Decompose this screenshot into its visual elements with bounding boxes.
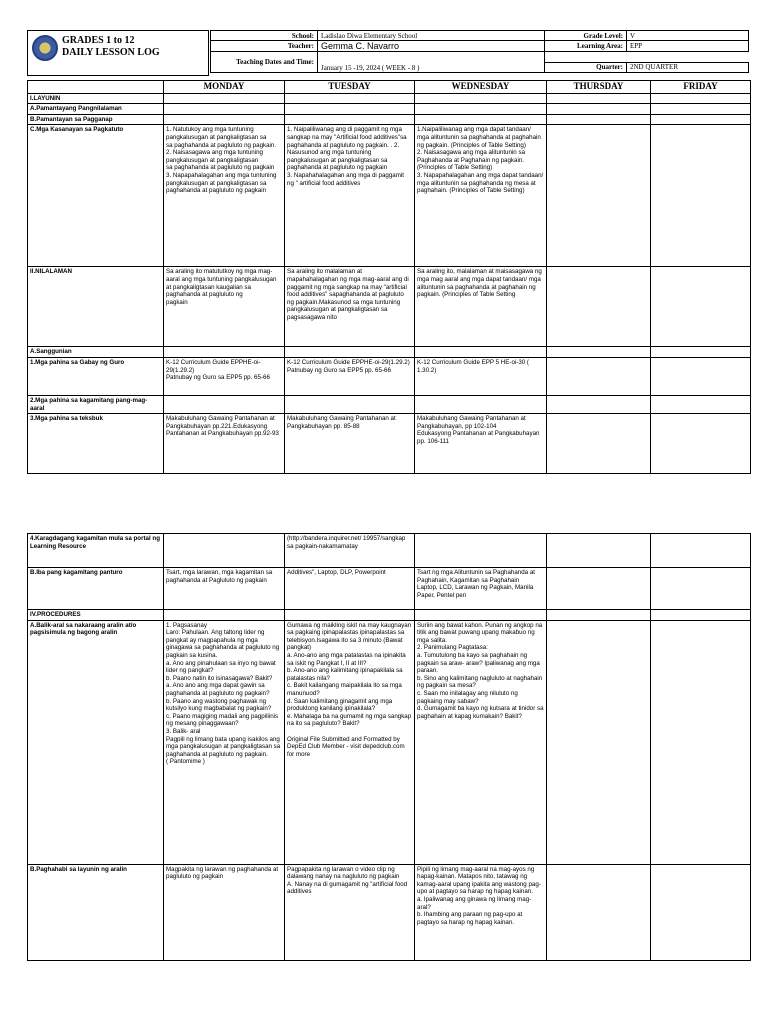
- day-cell: [547, 267, 651, 347]
- table-row: [28, 357, 751, 395]
- day-cell: [547, 125, 651, 267]
- day-header: MONDAY: [164, 81, 285, 94]
- day-cell: [164, 395, 285, 413]
- day-cell: [164, 534, 285, 568]
- day-cell: [547, 610, 651, 621]
- day-cell: [547, 93, 651, 104]
- day-cell: K-12 Curriculum Guide EPP 5 HE-oi-30 ( 1.30.2): [415, 357, 547, 395]
- table-row: [28, 568, 751, 610]
- row-label: 1.Mga pahina sa Gabay ng Guro: [28, 357, 164, 395]
- row-label: I.LAYUNIN: [28, 93, 164, 104]
- lesson-table-part2: [27, 533, 751, 961]
- day-cell: [415, 534, 547, 568]
- grade-label: Grade Level:: [545, 31, 627, 41]
- day-cell: [415, 114, 547, 125]
- day-cell: [651, 864, 751, 960]
- day-cell: [651, 93, 751, 104]
- day-cell: [164, 114, 285, 125]
- day-cell: [547, 864, 651, 960]
- header-title: [62, 35, 160, 59]
- header-info-table: [210, 30, 749, 73]
- deped-seal-icon: [32, 35, 58, 61]
- area-label: Learning Area:: [545, 41, 627, 52]
- day-cell: [547, 414, 651, 474]
- day-cell: [651, 114, 751, 125]
- day-cell: [651, 568, 751, 610]
- table-row: [28, 620, 751, 864]
- day-cell: [164, 104, 285, 115]
- area-value: EPP: [627, 41, 749, 52]
- row-label: B.Pamantayan sa Pagganap: [28, 114, 164, 125]
- school-value: Ladislao Diwa Elementary School: [318, 31, 545, 41]
- day-cell: [651, 610, 751, 621]
- teacher-label: Teacher:: [211, 41, 318, 52]
- day-header: THURSDAY: [547, 81, 651, 94]
- day-cell: [651, 267, 751, 347]
- day-cell: [651, 414, 751, 474]
- day-cell: [285, 104, 415, 115]
- day-cell: 1.Naipaliliwanag ang mga dapat tandaan/ mga alituntunin sa paghahanda at paghahain ng pagkain. (Principles of Table Setting) 2. Naisasagawa ang mga alituntunin sa Paghahanda at Paghahain ng pagkain. (Principles of Table Setting) 3. Napapahalagahan ang mga dapat tandaan/ mga alituntunin sa paghahanda ng mesa at paghahain. (Principles of Table Setting): [415, 125, 547, 267]
- grade-value: V: [627, 31, 749, 41]
- day-cell: Magpakita ng larawan ng paghahanda at pagluluto ng pagkain: [164, 864, 285, 960]
- day-cell: Pagpapakita ng larawan o video clip ng dalawang nanay na nagluluto ng pagkain A. Nanay na di gumagamit ng "artificial food additives: [285, 864, 415, 960]
- row-label: C.Mga Kasanayan sa Pagkatuto: [28, 125, 164, 267]
- row-label: 4.Karagdagang kagamitan mula sa portal ng Learning Resource: [28, 534, 164, 568]
- header-logo-box: [27, 30, 209, 76]
- day-header: TUESDAY: [285, 81, 415, 94]
- day-cell: 1. Pagsasanay Laro: Pahulaan. Ang taltong lider ng pangkat ay magpapahula ng mga ginagawa sa paghahanda at pagluluto ng pagkain sa kusina. a. Ano ang pinahulaan sa inyo ng bawat lider ng pangkat? b. Paano natin ito isinasagawa? Bakit? a. Ano ano ang mga dapat gawin sa paghahanda at pagluluto ng pagkain? b. Paano ang wastong paghawak ng kutsilyo kung magbabalat ng pagkain? c. Paano magiging madali ang pagpiliinis ng mesang pinaggawaan? 3. Balik- aral Pagpili ng limang bata upang isakilos ang mga pangkalusugan at pangkaligtasan sa paghahanda at pagluluto ng pagkain. ( Pantomime ): [164, 620, 285, 864]
- day-header: WEDNESDAY: [415, 81, 547, 94]
- day-cell: [651, 395, 751, 413]
- table-row: [28, 864, 751, 960]
- table-row: [28, 267, 751, 347]
- day-cell: K-12 Curriculum Guide EPPHE-oi-29(1.29.2) Patnubay ng Guro sa EPP5 pp. 65-66: [164, 357, 285, 395]
- day-cell: Makabuluhang Gawaing Pantahanan at Pangkabuhayan pp.221.Edukasyong Pantahanan at Pangkabuhayan pp.92-93: [164, 414, 285, 474]
- row-label: B.Paghahabi sa layunin ng aralin: [28, 864, 164, 960]
- lesson-table-part1: [27, 80, 751, 474]
- row-label: 2.Mga pahina sa kagamitang pang-mag-aaral: [28, 395, 164, 413]
- row-label: A.Pamantayang Pangnilalaman: [28, 104, 164, 115]
- row-label: 3.Mga pahina sa teksbuk: [28, 414, 164, 474]
- table-row: [28, 347, 751, 358]
- quarter-label: Quarter:: [545, 62, 627, 73]
- table-row: [28, 125, 751, 267]
- day-cell: [651, 347, 751, 358]
- day-cell: [285, 610, 415, 621]
- row-label: II.NILALAMAN: [28, 267, 164, 347]
- day-cell: [651, 620, 751, 864]
- dates-value: January 15 -19, 2024 ( WEEK - 8 ): [318, 52, 545, 73]
- header-title-line1: GRADES 1 to 12: [62, 35, 135, 46]
- day-cell: 1. Natutukoy ang mga tuntuning pangkalusugan at pangkaligtasan sa sa paghahanda at pagluluto ng pagkain. 2. Naisasagawa ang mga tuntuning pangkalusugan at pangkaligtasan sa paghahanda at pagluluto ng pagkain 3. Napapahalagahan ang mga tuntuning pangkalusugan at pangkaligtasan sa paghahanda at pagluluto ng pagkain: [164, 125, 285, 267]
- day-cell: Sa araling ito, malalaman at maisasagawa ng mga mag aaral ang mga dapat tandaan/ mga alituntunin sa paghahanda at paghahain ng pagkain. (Principles of Table Setting: [415, 267, 547, 347]
- table-row: [28, 104, 751, 115]
- day-cell: [651, 357, 751, 395]
- day-cell: [547, 534, 651, 568]
- day-cell: Tsart, mga larawan, mga kagamitan sa paghahanda at Pagluluto ng pagkain: [164, 568, 285, 610]
- day-cell: [285, 395, 415, 413]
- day-cell: K-12 Curriculum Guide EPPHE-oi-29(1.29.2) Patnubay ng Guro sa EPP5 pp. 65-66: [285, 357, 415, 395]
- day-cell: Pipili ng limang mag-aaral na mag-ayos ng hapag-kainan. Matapos nito, tatawag ng kamag-aaral upang ipakita ang wastong pag- upo at pagtayo sa harap ng hapag kainan. a. Ipaliwanag ang ginawa ng limang mag-aral? b. Ihambing ang paraan ng pag-upo at pagtayo sa harap ng hapag kainan.: [415, 864, 547, 960]
- day-cell: Additives", Laptop, DLP, Powerpoint: [285, 568, 415, 610]
- dates-label: Teaching Dates and Time:: [211, 52, 318, 73]
- day-cell: [415, 93, 547, 104]
- day-cell: [547, 568, 651, 610]
- quarter-value: 2ND QUARTER: [627, 62, 749, 73]
- row-label: B.Iba pang kagamitang panturo: [28, 568, 164, 610]
- day-cell: [547, 395, 651, 413]
- school-label: School:: [211, 31, 318, 41]
- day-cell: [164, 610, 285, 621]
- day-cell: [415, 347, 547, 358]
- row-label: A.Balik-aral sa nakaraang aralin at/o pagsisimula ng bagong aralin: [28, 620, 164, 864]
- table-row: [28, 534, 751, 568]
- day-cell: Sa araling ito malalaman at mapahahalagahan ng mga mag-aaral ang di paggamit ng mga sangkap na may "artificial food additives" sapaghahanda at pagluluto ng pagkain.Makasunod sa mga tuntuning pangkalusugan at pangkaligtasan sa pagsasagawa nito: [285, 267, 415, 347]
- row-label: A.Sanggunian: [28, 347, 164, 358]
- day-cell: [415, 610, 547, 621]
- day-cell: [164, 93, 285, 104]
- day-cell: (http://bandera.inquirer.net/ 19957/sangkap sa pagkain-nakamamatay: [285, 534, 415, 568]
- day-cell: [547, 357, 651, 395]
- day-cell: [651, 534, 751, 568]
- day-cell: Tsart ng mga Alituntunin sa Paghahanda at Paghahain, Kagamitan sa Paghahain Laptop, LCD, Larawan ng Pagkain, Manila Paper, Pentel pen: [415, 568, 547, 610]
- table-row: [28, 610, 751, 621]
- day-header: FRIDAY: [651, 81, 751, 94]
- day-cell: 1. Naipaliliwanag ang di paggamit ng mga sangkap na may "Artificial food additives"sa paghahanda at pagluluto ng pagkain. . 2. Nasusunod ang mga tuntuning pangkalusugan at pangkaligtasan sa paghahanda at pagluluto ng pagkain 3. Napahahalagahan ang mga di paggamit ng " artificial food additives: [285, 125, 415, 267]
- corner-cell: [28, 81, 164, 94]
- table-row: [28, 114, 751, 125]
- day-cell: Gumawa ng maikling iskit na may kaugnayan sa pagkaing ipinapalastas ipinapalastas sa telebisyon.Isagawa ito sa 3 minuto (Bawat pangkat) a. Ano-ano ang mga patalastas na ipinakita sa iskit ng Pangkat I, II at III? b. Ano-ano ang kalimitang ipinapakilala sa patalastas nila? c. Bakit kailangang maipakilala ito sa mga manunuod? d. Saan kalimitang ginagamit ang mga produktong kanilang ipinakilala? e. Mahalaga ba na gumamit ng mga sangkap na ito sa pagluluto? Bakit? Original File Submitted and Formatted by DepEd Club Member - visit depedclub.com for more: [285, 620, 415, 864]
- day-cell: [547, 620, 651, 864]
- row-label: IV.PROCEDURES: [28, 610, 164, 621]
- day-cell: Sa araling ito matututkoy ng mga mag-aaral ang mga tuntuning pangkalusugan at pangkaligtasan kaugalian sa paghahanda at pagluluto ng pagkain: [164, 267, 285, 347]
- day-cell: [651, 125, 751, 267]
- day-cell: [285, 347, 415, 358]
- day-cell: [285, 114, 415, 125]
- teacher-value: Gemma C. Navarro: [318, 41, 545, 52]
- day-cell: Suriin ang bawat kahon. Punan ng angkop na titik ang bawat puwang upang makabuo ng mga salita. 2. Panimulang Pagtatasa: a. Tumutulong ba kayo sa paghahain ng pagkain sa araw- araw? Ipaliwanag ang mga paraan. b. Sino ang kalimitang nagluluto at naghahain ng pagkain sa mesa? c. Saan mo inilalagay ang niluluto ng pagkaing may sabaw? d. Gumagamit ba kayo ng kutsara at tinidor sa paghahain at kapag kumakain? Bakit?: [415, 620, 547, 864]
- table-row: [28, 395, 751, 413]
- day-cell: [547, 104, 651, 115]
- day-cell: [164, 347, 285, 358]
- day-cell: [651, 104, 751, 115]
- day-cell: Makabuluhang Gawaing Pantahanan at Pangkabuhayan pp. 85-88: [285, 414, 415, 474]
- day-cell: [547, 114, 651, 125]
- day-cell: [547, 347, 651, 358]
- day-cell: [415, 395, 547, 413]
- day-cell: Makabuluhang Gawaing Pantahanan at Pangkabuhayan, pp 102-104 Edukasyong Pantahanan at Pangkabuhayan pp. 106-111: [415, 414, 547, 474]
- table-row: [28, 414, 751, 474]
- table-row: [28, 93, 751, 104]
- day-cell: [415, 104, 547, 115]
- day-cell: [285, 93, 415, 104]
- header-title-line2: DAILY LESSON LOG: [62, 47, 160, 58]
